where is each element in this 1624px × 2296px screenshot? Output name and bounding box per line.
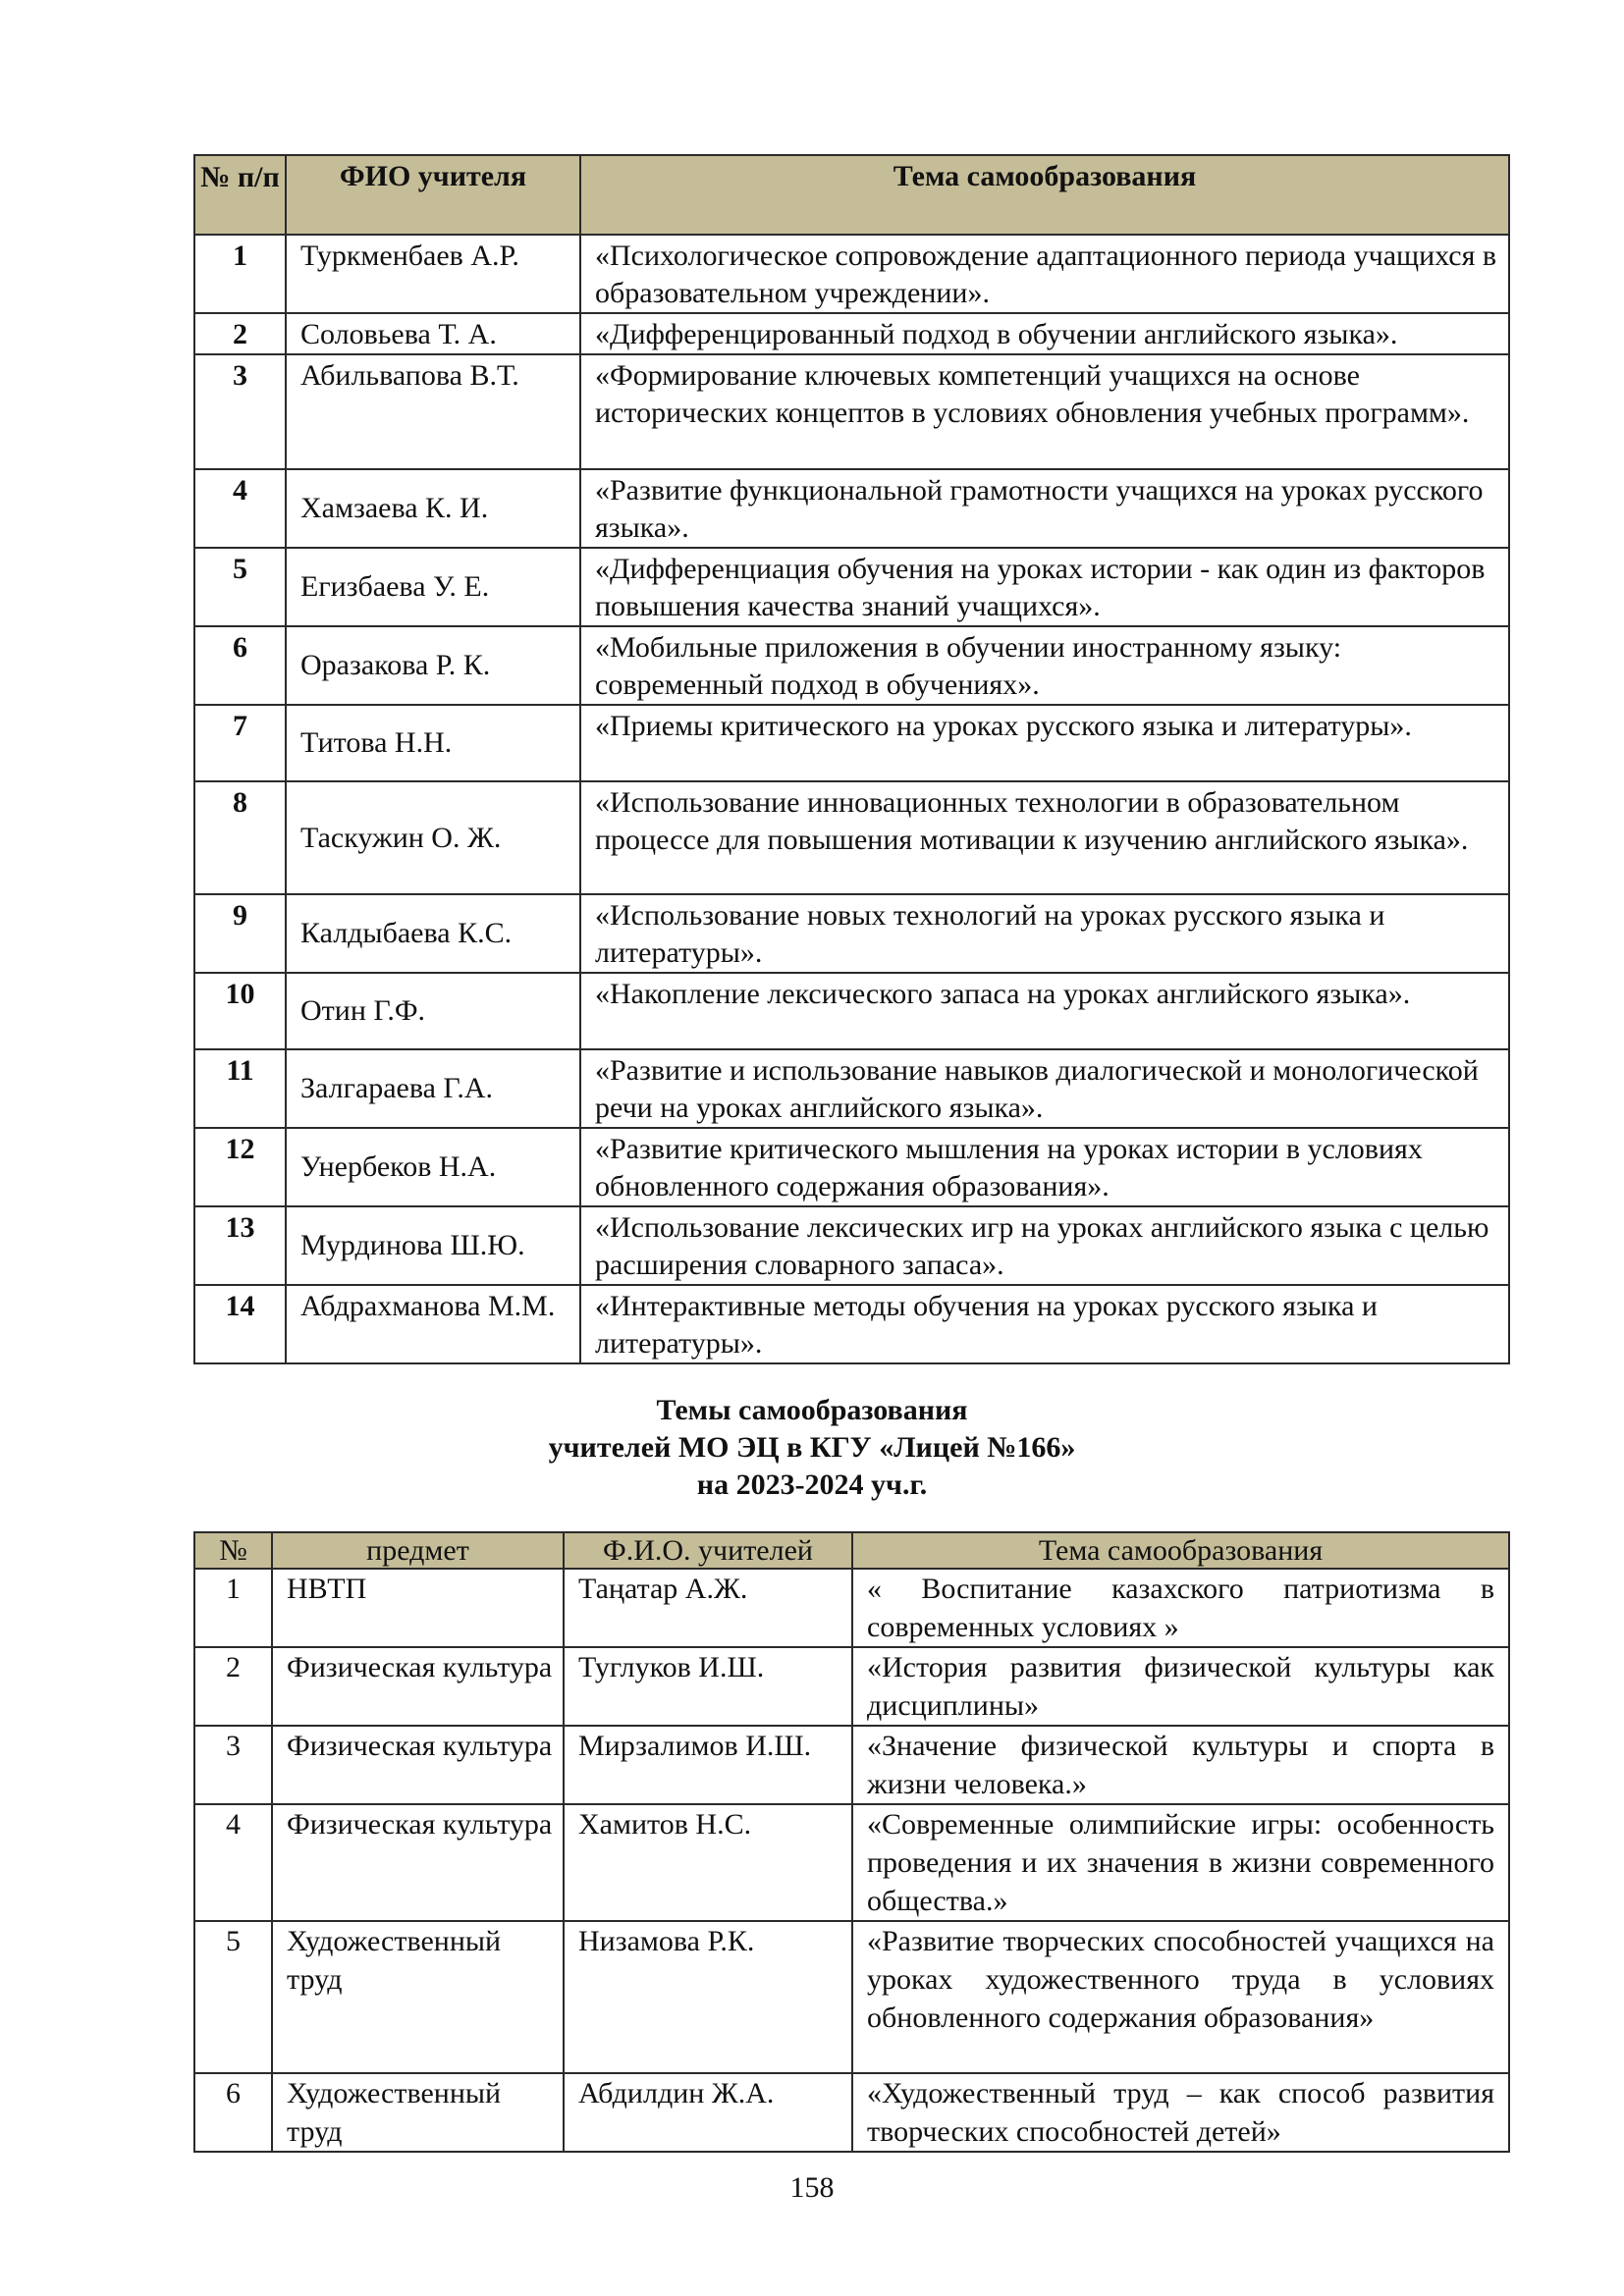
subject: Физическая культура <box>272 1804 564 1921</box>
teacher-name: Залгараева Г.А. <box>286 1049 580 1128</box>
table-row <box>194 705 1509 781</box>
subject: Физическая культура <box>272 1647 564 1726</box>
table-row <box>194 1206 1509 1285</box>
row-num: 12 <box>194 1128 286 1206</box>
row-num: 6 <box>194 2073 272 2152</box>
topic-text: «Использование лексических игр на уроках английского языка с целью расширения словарного запаса». <box>580 1206 1509 1285</box>
table-row <box>194 1128 1509 1206</box>
teacher-name: Таскужин О. Ж. <box>286 781 580 894</box>
topic-text: «Мобильные приложения в обучении иностранному языку: современный подход в обучениях». <box>580 626 1509 705</box>
header-name: ФИО учителя <box>286 155 580 235</box>
row-num: 3 <box>194 1726 272 1804</box>
row-num: 1 <box>194 235 286 313</box>
table-row <box>194 626 1509 705</box>
table-row <box>194 354 1509 469</box>
row-num: 11 <box>194 1049 286 1128</box>
heading-line-3: на 2023-2024 уч.г. <box>696 1468 928 1501</box>
topic-text: «Современные олимпийские игры: особенность проведения и их значения в жизни современного общества.» <box>852 1804 1509 1921</box>
subject: Художественный труд <box>272 2073 564 2152</box>
subject: Физическая культура <box>272 1726 564 1804</box>
topic-text: «История развития физической культуры как дисциплины» <box>852 1647 1509 1726</box>
heading-line-1: Темы самообразования <box>656 1394 968 1426</box>
heading-line-2: учителей МО ЭЦ в КГУ «Лицей №166» <box>548 1431 1076 1464</box>
topic-text: «Художественный труд – как способ развития творческих способностей детей» <box>852 2073 1509 2152</box>
teacher-name: Хамзаева К. И. <box>286 469 580 548</box>
row-num: 10 <box>194 973 286 1049</box>
row-num: 6 <box>194 626 286 705</box>
topic-text: «Развитие и использование навыков диалогической и монологической речи на уроках английского языка». <box>580 1049 1509 1128</box>
topic-text: «Приемы критического на уроках русского языка и литературы». <box>580 705 1509 781</box>
topic-text: «Развитие критического мышления на уроках истории в условиях обновленного содержания образования». <box>580 1128 1509 1206</box>
teacher-name: Абдилдин Ж.А. <box>564 2073 852 2152</box>
teacher-name: Калдыбаева К.С. <box>286 894 580 973</box>
teacher-name: Егизбаева У. Е. <box>286 548 580 626</box>
header-topic: Тема самообразования <box>580 155 1509 235</box>
topic-text: «Использование инновационных технологии в образовательном процессе для повышения мотивации к изучению английского языка». <box>580 781 1509 894</box>
topic-text: «Психологическое сопровождение адаптационного периода учащихся в образовательном учреждении». <box>580 235 1509 313</box>
teacher-name: Оразакова Р. К. <box>286 626 580 705</box>
topic-text: «Значение физической культуры и спорта в жизни человека.» <box>852 1726 1509 1804</box>
table-row <box>194 894 1509 973</box>
topic-text: «Накопление лексического запаса на уроках английского языка». <box>580 973 1509 1049</box>
header-num: № <box>194 1532 272 1569</box>
topic-text: «Дифференцированный подход в обучении английского языка». <box>580 313 1509 354</box>
row-num: 5 <box>194 1921 272 2073</box>
table-row <box>194 469 1509 548</box>
table-row <box>194 1647 1509 1726</box>
teacher-name: Титова Н.Н. <box>286 705 580 781</box>
table-row <box>194 313 1509 354</box>
subject: НВТП <box>272 1569 564 1647</box>
row-num: 7 <box>194 705 286 781</box>
row-num: 5 <box>194 548 286 626</box>
row-num: 3 <box>194 354 286 469</box>
teacher-name: Туркменбаев А.Р. <box>286 235 580 313</box>
header-subject: предмет <box>272 1532 564 1569</box>
header-num: № п/п <box>194 155 286 235</box>
table-row <box>194 1285 1509 1363</box>
table-row <box>194 1049 1509 1128</box>
row-num: 1 <box>194 1569 272 1647</box>
table-row <box>194 235 1509 313</box>
table-row <box>194 1569 1509 1647</box>
header-name: Ф.И.О. учителей <box>564 1532 852 1569</box>
teacher-name: Соловьева Т. А. <box>286 313 580 354</box>
teacher-name: Унербеков Н.А. <box>286 1128 580 1206</box>
table-row <box>194 548 1509 626</box>
row-num: 4 <box>194 469 286 548</box>
section-heading <box>0 1392 1624 1504</box>
table-row <box>194 973 1509 1049</box>
teacher-name: Туглуков И.Ш. <box>564 1647 852 1726</box>
row-num: 14 <box>194 1285 286 1363</box>
row-num: 4 <box>194 1804 272 1921</box>
teacher-name: Абильвапова В.Т. <box>286 354 580 469</box>
teachers-topics-table <box>193 154 1510 1364</box>
table-header-row <box>194 155 1509 235</box>
table-row <box>194 1726 1509 1804</box>
table-header-row <box>194 1532 1509 1569</box>
teacher-name: Абдрахманова М.М. <box>286 1285 580 1363</box>
teacher-name: Отин Г.Ф. <box>286 973 580 1049</box>
topic-text: «Развитие функциональной грамотности учащихся на уроках русского языка». <box>580 469 1509 548</box>
row-num: 13 <box>194 1206 286 1285</box>
header-topic: Тема самообразования <box>852 1532 1509 1569</box>
teacher-name: Низамова Р.К. <box>564 1921 852 2073</box>
row-num: 8 <box>194 781 286 894</box>
row-num: 9 <box>194 894 286 973</box>
table-row <box>194 781 1509 894</box>
teacher-name: Таңатар А.Ж. <box>564 1569 852 1647</box>
topic-text: « Воспитание казахского патриотизма в современных условиях » <box>852 1569 1509 1647</box>
topic-text: «Формирование ключевых компетенций учащихся на основе исторических концептов в условиях обновления учебных программ». <box>580 354 1509 469</box>
teacher-name: Мирзалимов И.Ш. <box>564 1726 852 1804</box>
table-row <box>194 2073 1509 2152</box>
topic-text: «Использование новых технологий на уроках русского языка и литературы». <box>580 894 1509 973</box>
table-row <box>194 1921 1509 2073</box>
topic-text: «Интерактивные методы обучения на уроках русского языка и литературы». <box>580 1285 1509 1363</box>
page-number: 158 <box>789 2171 835 2204</box>
row-num: 2 <box>194 313 286 354</box>
topic-text: «Развитие творческих способностей учащихся на уроках художественного труда в условиях обновленного содержания образования» <box>852 1921 1509 2073</box>
row-num: 2 <box>194 1647 272 1726</box>
teacher-name: Хамитов Н.С. <box>564 1804 852 1921</box>
table-row <box>194 1804 1509 1921</box>
topic-text: «Дифференциация обучения на уроках истории - как один из факторов повышения качества знаний учащихся». <box>580 548 1509 626</box>
lyceum-topics-table <box>193 1531 1510 2153</box>
teacher-name: Мурдинова Ш.Ю. <box>286 1206 580 1285</box>
subject: Художественный труд <box>272 1921 564 2073</box>
